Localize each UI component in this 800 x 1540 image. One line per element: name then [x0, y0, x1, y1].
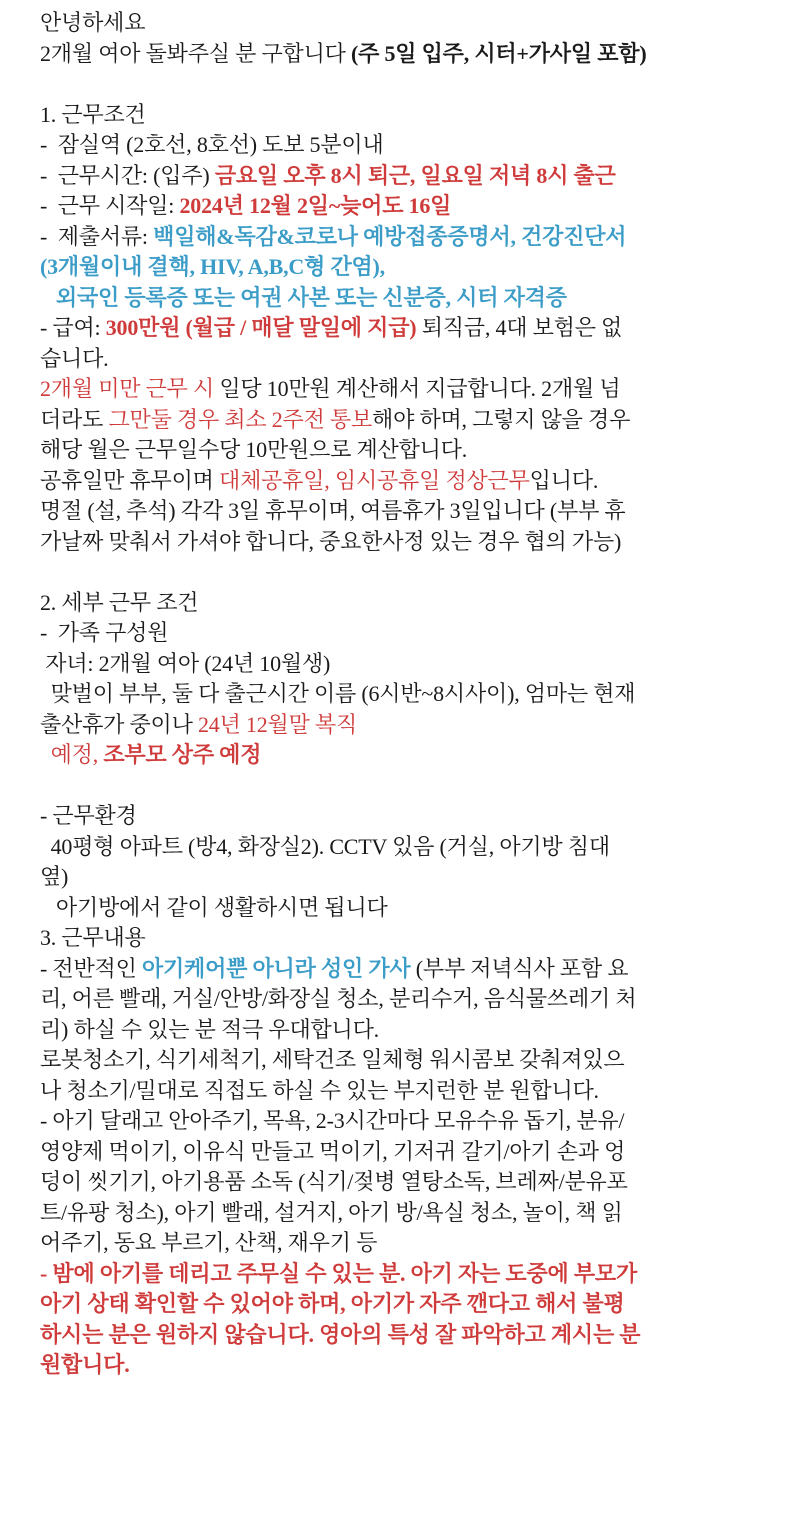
text-line: [40, 862, 786, 893]
text-line: [40, 1289, 786, 1320]
text-line: [40, 1167, 786, 1198]
text-line: [40, 374, 786, 405]
text-line: [40, 405, 786, 436]
text-segment: - 가족 구성원: [40, 620, 169, 645]
highlighted-text: 조부모 상주 예정: [103, 742, 262, 767]
blank-line: [40, 771, 786, 802]
text-line: [40, 710, 786, 741]
text-line: [40, 466, 786, 497]
text-segment: 덩이 씻기기, 아기용품 소독 (식기/젖병 열탕소독, 브레짜/분유포: [40, 1169, 628, 1194]
text-line: [40, 435, 786, 466]
text-line: [40, 1106, 786, 1137]
highlighted-text: 대체공휴일, 임시공휴일 정상근무: [219, 467, 530, 493]
text-segment: 2. 세부 근무 조건: [40, 589, 199, 615]
text-segment: - 근무 시작일:: [40, 193, 180, 218]
text-line: [40, 496, 786, 527]
text-segment: 일당 10만원 계산해서 지급합니다. 2개월 넘: [214, 376, 621, 401]
text-line: [40, 893, 786, 924]
text-segment: 명절 (설, 추석) 각각 3일 휴무이며, 여름휴가 3일입니다 (부부 휴: [40, 498, 626, 523]
text-line: [40, 740, 786, 771]
text-line: [40, 8, 786, 39]
text-segment: 출산휴가 중이나: [40, 711, 198, 737]
text-line: [40, 984, 786, 1015]
text-segment: 입니다.: [529, 467, 599, 493]
highlighted-text: 백일해&독감&코로나 예방접종증명서, 건강진단서: [153, 223, 627, 249]
text-segment: 옆): [40, 864, 69, 889]
text-line: [40, 801, 786, 832]
text-line: [40, 191, 786, 222]
text-segment: 퇴직금, 4대 보험은 없: [416, 315, 623, 340]
text-segment: 해야 하며, 그렇지 않을 경우: [372, 406, 631, 432]
text-segment: 더라도: [40, 406, 109, 432]
highlighted-text: 24년 12월말 복직: [197, 711, 358, 737]
text-segment: 나 청소기/밀대로 직접도 하실 수 있는 부지런한 분 원합니다.: [40, 1077, 599, 1103]
text-segment: 습니다.: [40, 345, 109, 371]
text-segment: 40평형 아파트 (방4, 화장실2). CCTV 있음 (거실, 아기방 침대: [40, 833, 610, 859]
text-line: [40, 222, 786, 253]
text-line: [40, 649, 786, 680]
text-line: [40, 923, 786, 954]
text-segment: 2개월 여아 돌봐주실 분 구합니다: [40, 40, 351, 66]
text-line: [40, 39, 786, 70]
text-segment: (부부 저녁식사 포함 요: [410, 955, 629, 981]
text-segment: - 근무환경: [40, 803, 137, 828]
text-line: [40, 588, 786, 619]
text-line: [40, 1076, 786, 1107]
text-segment: - 근무시간: (입주): [40, 162, 215, 188]
text-segment: - 아기 달래고 안아주기, 목욕, 2-3시간마다 모유수유 돕기, 분유/: [40, 1108, 625, 1133]
text-line: [40, 252, 786, 283]
text-line: [40, 313, 786, 344]
highlighted-text: 아기케어뿐 아니라 성인 가사: [141, 955, 411, 981]
text-segment: 영양제 먹이기, 이유식 만들고 먹이기, 기저귀 갈기/아기 손과 엉: [40, 1138, 626, 1164]
text-segment: 아기방에서 같이 생활하시면 됩니다: [40, 894, 388, 920]
text-line: [40, 1137, 786, 1168]
text-line: [40, 832, 786, 863]
highlighted-text: 금요일 오후 8시 퇴근, 일요일 저녁 8시 출근: [214, 162, 616, 188]
highlighted-text: 2개월 미만 근무 시: [40, 376, 215, 401]
highlighted-text: 2024년 12월 2일~늦어도 16일: [179, 193, 452, 218]
text-line: [40, 1015, 786, 1046]
text-segment: 로봇청소기, 식기세척기, 세탁건조 일체형 워시콤보 갖춰져있으: [40, 1047, 625, 1072]
text-segment: 리) 하실 수 있는 분 적극 우대합니다.: [40, 1016, 379, 1042]
text-segment: - 전반적인: [40, 955, 142, 981]
text-segment: 트/유팡 청소), 아기 빨래, 설거지, 아기 방/욕실 청소, 놀이, 책 읽: [40, 1199, 623, 1225]
text-line: [40, 954, 786, 985]
text-segment: 해당 월은 근무일수당 10만원으로 계산합니다.: [40, 437, 468, 462]
text-line: [40, 679, 786, 710]
text-line: [40, 1198, 786, 1229]
highlighted-text: 원합니다.: [40, 1352, 130, 1377]
highlighted-text: 300만원 (월급 / 매달 말일에 지급): [105, 315, 417, 340]
text-segment: 어주기, 동요 부르기, 산책, 재우기 등: [40, 1230, 378, 1255]
text-line: [40, 527, 786, 558]
highlighted-text: 외국인 등록증 또는 여권 사본 또는 신분증, 시터 자격증: [40, 284, 567, 310]
text-segment: 자녀: 2개월 여아 (24년 10월생): [40, 650, 331, 676]
blank-line: [40, 69, 786, 100]
text-line: [40, 130, 786, 161]
text-line: [40, 344, 786, 375]
highlighted-text: 그만둘 경우 최소 2주전 통보: [108, 406, 373, 432]
highlighted-text: 하시는 분은 원하지 않습니다. 영아의 특성 잘 파악하고 계시는 분: [40, 1321, 641, 1347]
highlighted-text: 예정,: [40, 742, 104, 767]
text-line: [40, 1045, 786, 1076]
text-line: [40, 1320, 786, 1351]
text-segment: - 제출서류:: [40, 223, 154, 249]
text-segment: 리, 어른 빨래, 거실/안방/화장실 청소, 분리수거, 음식물쓰레기 처: [40, 986, 637, 1011]
text-segment: - 잠실역 (2호선, 8호선) 도보 5분이내: [40, 132, 384, 157]
text-line: [40, 1259, 786, 1290]
text-line: [40, 618, 786, 649]
text-segment: 가날짜 맞춰서 가셔야 합니다, 중요한사정 있는 경우 협의 가능): [40, 528, 622, 554]
text-line: [40, 1228, 786, 1259]
text-segment: 공휴일만 휴무이며: [40, 467, 220, 493]
text-segment: - 급여:: [40, 315, 106, 340]
blank-line: [40, 557, 786, 588]
text-line: [40, 100, 786, 131]
text-segment: 맞벌이 부부, 둘 다 출근시간 이름 (6시반~8시사이), 엄마는 현재: [40, 681, 636, 706]
text-segment: 1. 근무조건: [40, 101, 146, 127]
highlighted-text: - 밤에 아기를 데리고 주무실 수 있는 분. 아기 자는 도중에 부모가: [40, 1260, 638, 1286]
highlighted-text: 아기 상태 확인할 수 있어야 하며, 아기가 자주 깬다고 해서 불평: [40, 1291, 625, 1316]
text-line: [40, 161, 786, 192]
text-segment: 3. 근무내용: [40, 925, 146, 950]
text-line: [40, 1350, 786, 1381]
text-segment: (주 5일 입주, 시터+가사일 포함): [350, 40, 647, 66]
text-line: [40, 283, 786, 314]
highlighted-text: (3개월이내 결핵, HIV, A,B,C형 간염),: [40, 254, 385, 279]
text-segment: 안녕하세요: [40, 10, 146, 35]
